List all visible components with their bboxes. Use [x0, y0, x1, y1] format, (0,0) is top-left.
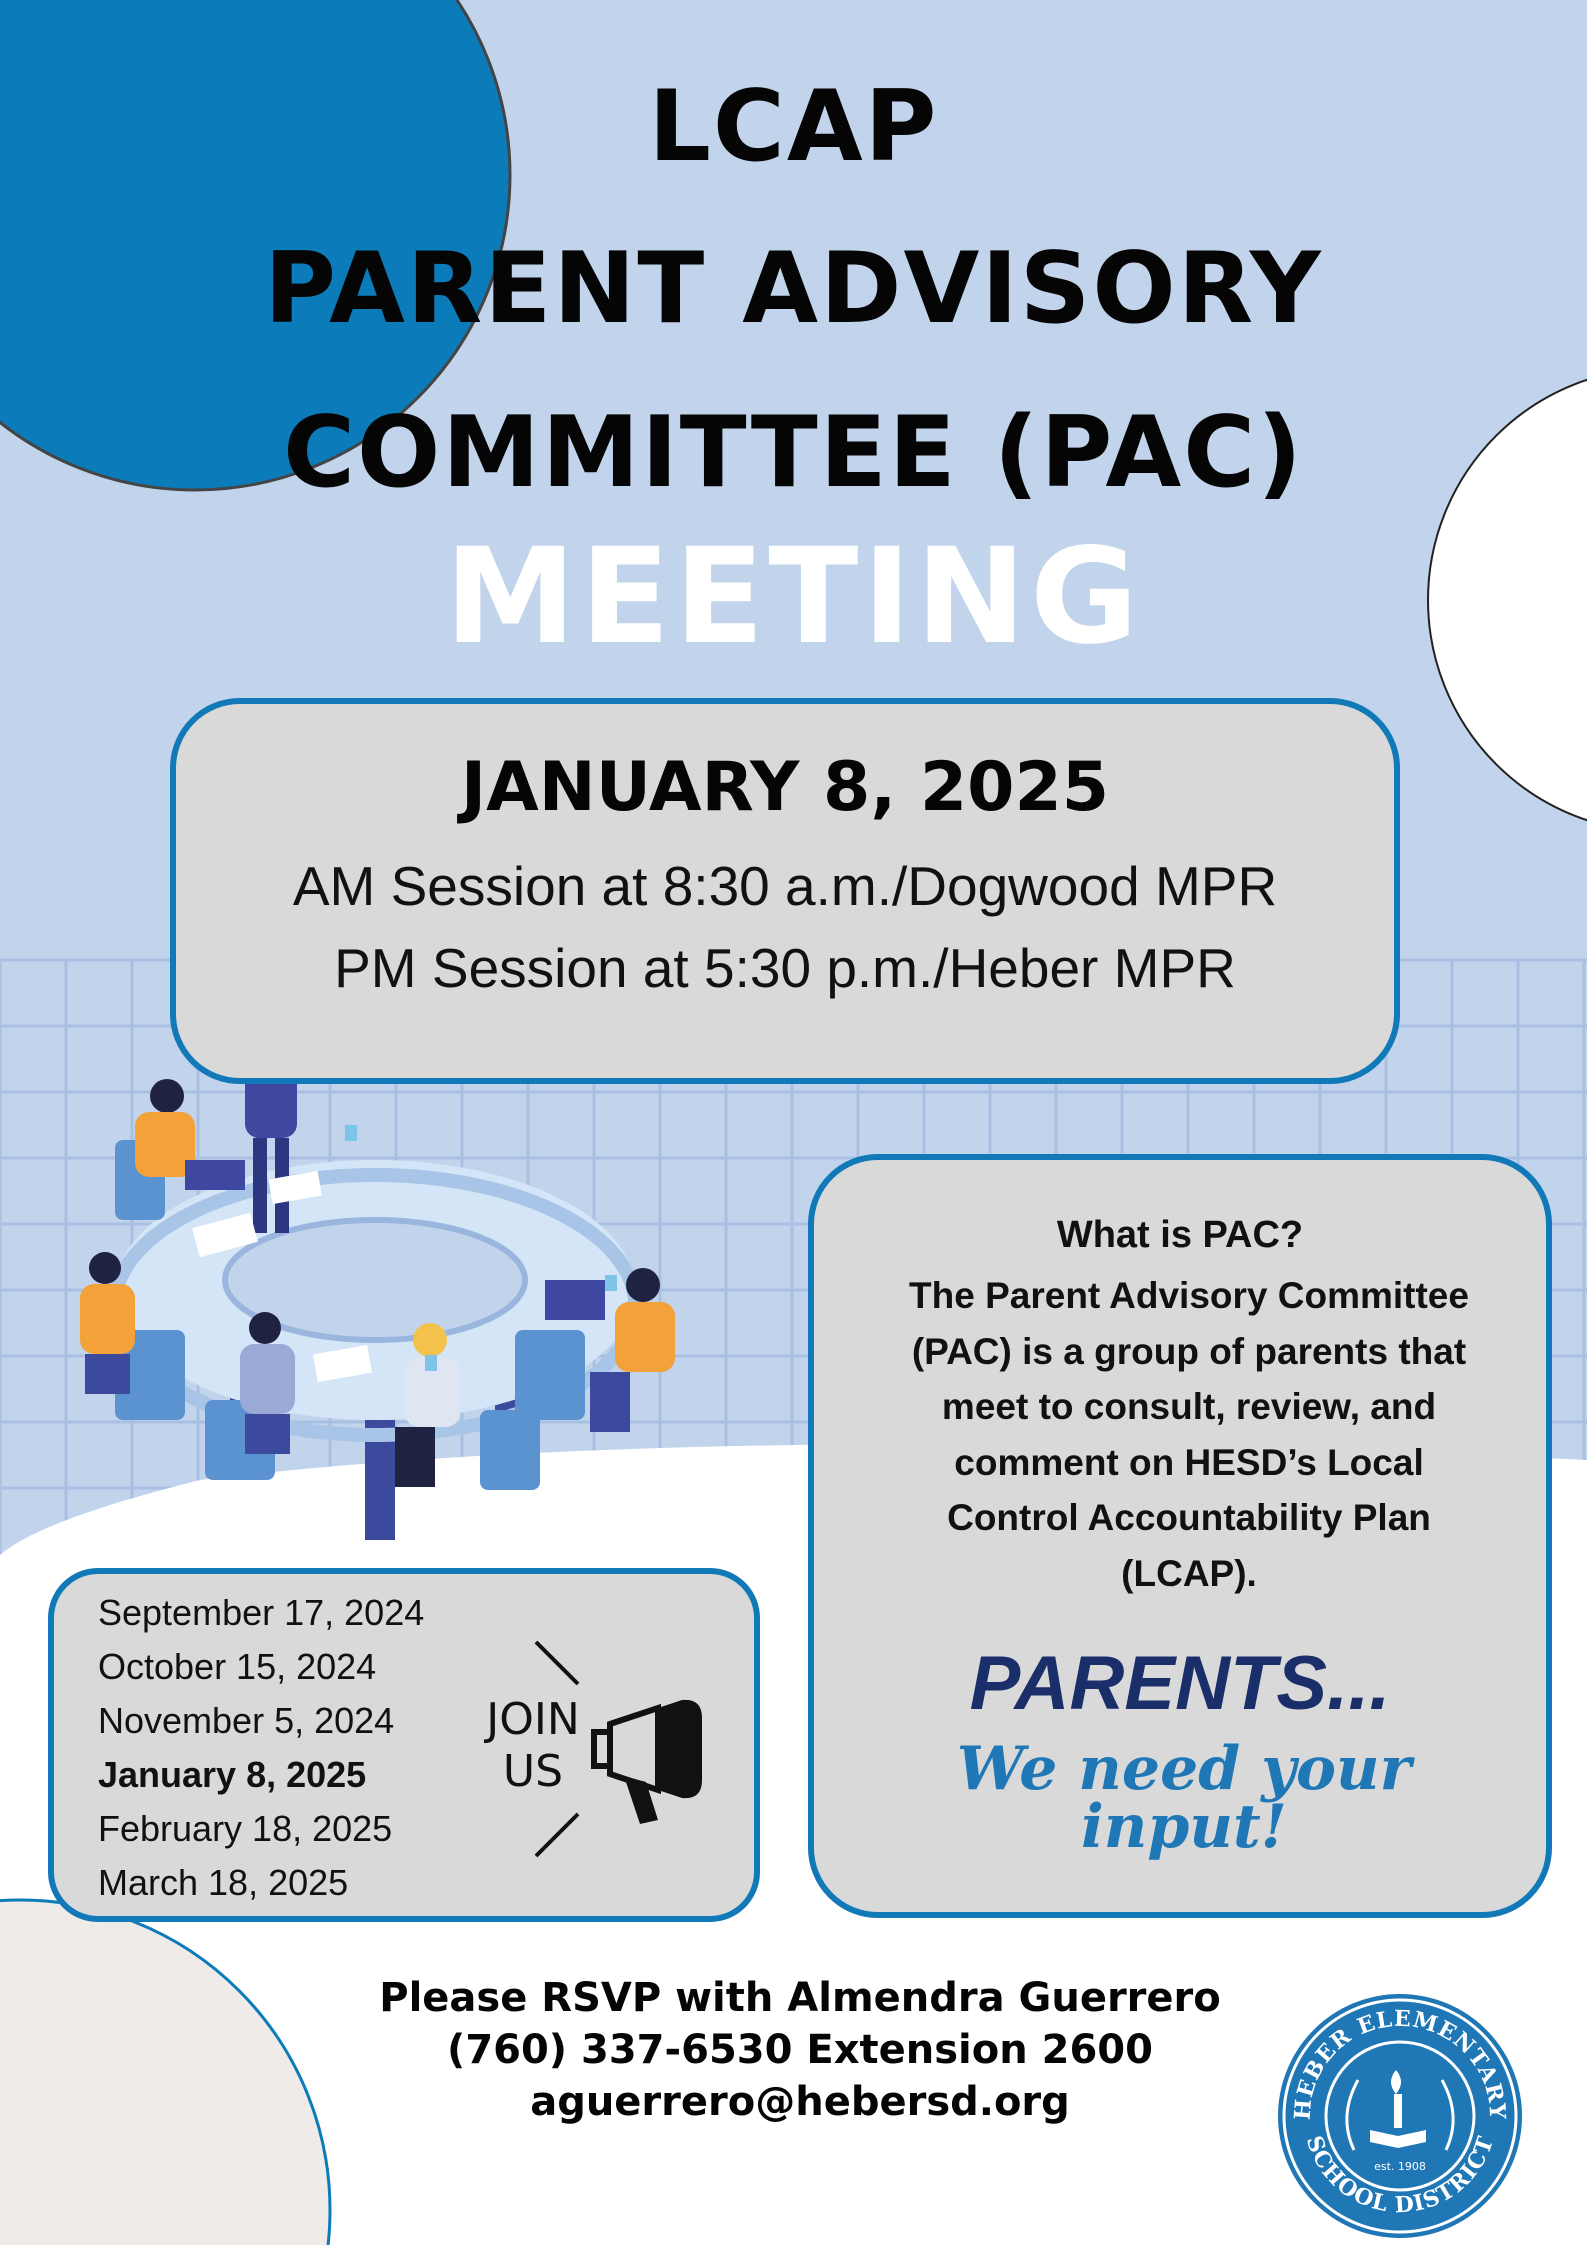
join-label: JOIN [486, 1694, 580, 1745]
meeting-date-panel [170, 698, 1400, 1084]
rsvp-email[interactable]: aguerrero@hebersd.org [530, 2079, 1070, 2125]
rsvp-block [300, 1972, 1300, 2128]
schedule-date: September 17, 2024 [98, 1592, 425, 1633]
meeting-table-illustration [75, 1010, 735, 1570]
schedule-date: February 18, 2025 [98, 1808, 393, 1849]
pac-description: The Parent Advisory Committee (PAC) is a group of parents that meet to consult, review, and comment on HESD’s Local Control Accountability Plan (LCAP). [909, 1275, 1469, 1594]
title-meeting: MEETING [444, 520, 1143, 674]
title-committee: COMMITTEE (PAC) [283, 396, 1304, 510]
am-session: AM Session at 8:30 a.m./Dogwood MPR [292, 855, 1278, 917]
pm-session: PM Session at 5:30 p.m./Heber MPR [334, 937, 1236, 999]
logo-top-text: HEBER ELEMENTARY [1289, 2005, 1511, 2121]
megaphone-icon [532, 1634, 722, 1864]
schedule-date-highlighted: January 8, 2025 [98, 1754, 367, 1795]
school-district-logo [1274, 1990, 1526, 2242]
logo-est: est. 1908 [1374, 2160, 1426, 2173]
pac-question: What is PAC? [1056, 1214, 1304, 1256]
schedule-date: March 18, 2025 [98, 1862, 349, 1903]
title-parent-advisory: PARENT ADVISORY [264, 232, 1323, 346]
pac-info-panel [808, 1154, 1552, 1918]
title-lcap: LCAP [648, 70, 939, 184]
schedule-date: October 15, 2024 [98, 1646, 377, 1687]
us-label: US [502, 1746, 564, 1797]
person-laptop-left [135, 1079, 245, 1190]
meeting-date: JANUARY 8, 2025 [460, 748, 1110, 827]
schedule-date: November 5, 2024 [98, 1700, 395, 1741]
parents-heading: PARENTS... [969, 1641, 1391, 1726]
logo-bottom-text: SCHOOL DISTRICT [1300, 2132, 1500, 2219]
need-input-text: We need your input! [956, 1734, 1412, 1862]
rsvp-contact: Please RSVP with Almendra Guerrero [379, 1975, 1221, 2021]
schedule-panel [48, 1568, 760, 1922]
rsvp-phone[interactable]: (760) 337-6530 Extension 2600 [447, 2027, 1153, 2073]
